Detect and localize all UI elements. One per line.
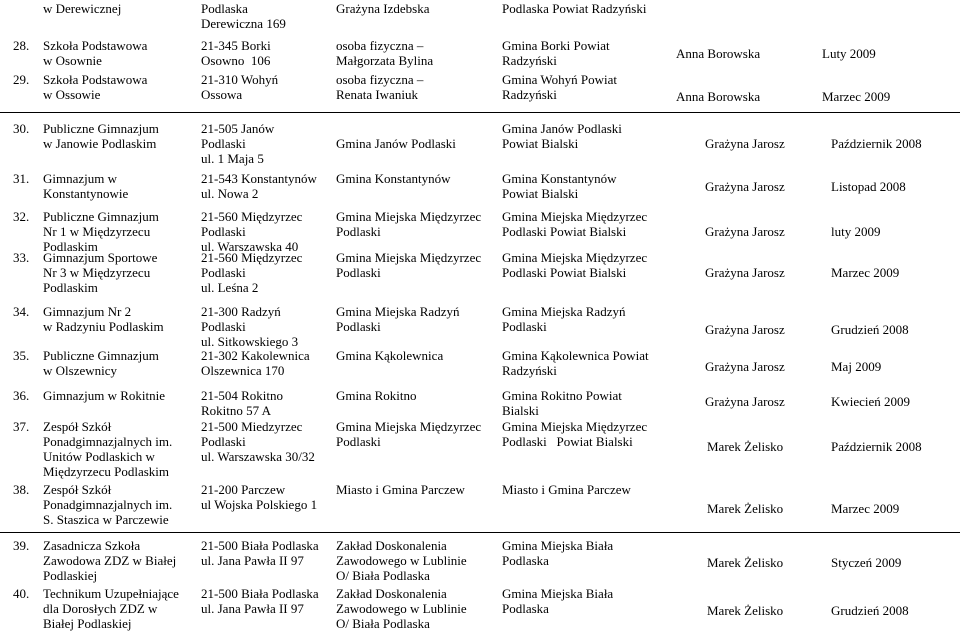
school-address: ul. Nowa 2 [201,186,259,201]
applicant-name: O/ Biała Podlaska [336,568,430,583]
gmina-name: Podlaski [502,319,547,334]
inspector-name: Marek Żelisko [707,501,784,516]
school-address: ul. Warszawska 40 [201,239,299,254]
inspector-name: Grażyna Jarosz [705,224,785,239]
applicant-name: Zawodowego w Lublinie [336,553,467,568]
applicant-name: Podlaski [336,265,381,280]
row-number: 37. [13,419,30,434]
school-address: 21-560 Międzyrzec [201,209,303,224]
gmina-name: Gmina Miejska Międzyrzec [502,250,648,265]
gmina-name: Podlaska [502,601,549,616]
gmina-name: Gmina Miejska Radzyń [502,304,626,319]
gmina-name: Powiat Bialski [502,136,579,151]
inspection-date: Październik 2008 [831,439,922,454]
school-address: Rokitno 57 A [201,403,272,418]
applicant-name: Zawodowego w Lublinie [336,601,467,616]
school-address: ul. Leśna 2 [201,280,259,295]
inspection-date: Listopad 2008 [831,179,906,194]
row-number: 30. [13,121,30,136]
school-address: Podlaski [201,136,246,151]
inspector-name: Anna Borowska [676,89,761,104]
applicant-name: Gmina Rokitno [336,388,417,403]
applicant-name: Gmina Konstantynów [336,171,451,186]
applicant-name: Gmina Kąkolewnica [336,348,444,363]
applicant-name: Renata Iwaniuk [336,87,418,102]
school-name: Zespół Szkół [43,482,112,497]
gmina-name: Gmina Wohyń Powiat [502,72,617,87]
gmina-name: Gmina Miejska Biała [502,538,614,553]
inspector-name: Grażyna Jarosz [705,265,785,280]
school-address: 21-200 Parczew [201,482,286,497]
inspection-date: Marzec 2009 [831,501,900,516]
school-address: Derewiczna 169 [201,16,286,31]
school-name: w Derewicznej [43,1,122,16]
applicant-name: Zakład Doskonalenia [336,586,447,601]
table-rule [0,112,960,113]
school-address: ul. Warszawska 30/32 [201,449,315,464]
school-name: Szkoła Podstawowa [43,38,148,53]
gmina-name: Podlaska Powiat Radzyński [502,1,647,16]
inspection-date: Październik 2008 [831,136,922,151]
inspector-name: Grażyna Jarosz [705,136,785,151]
gmina-name: Gmina Borki Powiat [502,38,610,53]
school-name: Zawodowa ZDZ w Białej [43,553,177,568]
school-name: Nr 1 w Międzyrzecu [43,224,151,239]
school-name: Publiczne Gimnazjum [43,209,159,224]
inspection-date: Kwiecień 2009 [831,394,911,409]
applicant-name: Małgorzata Bylina [336,53,434,68]
gmina-name: Podlaski Powiat Bialski [502,434,633,449]
gmina-name: Podlaska [502,553,549,568]
school-name: Podlaskim [43,239,98,254]
gmina-name: Miasto i Gmina Parczew [502,482,631,497]
gmina-name: Gmina Konstantynów [502,171,617,186]
school-name: Nr 3 w Międzyrzecu [43,265,151,280]
school-address: ul. Sitkowskiego 3 [201,334,299,349]
gmina-name: Bialski [502,403,539,418]
row-number: 39. [13,538,30,553]
school-name: Publiczne Gimnazjum [43,348,159,363]
school-address: 21-302 Kakolewnica [201,348,310,363]
applicant-name: Grażyna Izdebska [336,1,430,16]
school-address: 21-310 Wohyń [201,72,279,87]
inspection-date: Marzec 2009 [831,265,900,280]
inspection-date: Styczeń 2009 [831,555,902,570]
school-name: Gimnazjum Sportowe [43,250,158,265]
row-number: 40. [13,586,30,601]
gmina-name: Gmina Miejska Międzyrzec [502,209,648,224]
school-address: 21-500 Miedzyrzec [201,419,303,434]
school-address: ul Wojska Polskiego 1 [201,497,318,512]
inspection-date: Maj 2009 [831,359,882,374]
school-name: Zespół Szkół [43,419,112,434]
school-name: Szkoła Podstawowa [43,72,148,87]
row-number: 31. [13,171,30,186]
school-name: Technikum Uzupełniające [43,586,179,601]
applicant-name: Gmina Janów Podlaski [336,136,456,151]
school-address: 21-504 Rokitno [201,388,283,403]
applicant-name: Gmina Miejska Radzyń [336,304,460,319]
gmina-name: Gmina Miejska Międzyrzec [502,419,648,434]
applicant-name: Miasto i Gmina Parczew [336,482,465,497]
inspector-name: Marek Żelisko [707,603,784,618]
gmina-name: Powiat Bialski [502,186,579,201]
school-address: 21-500 Biała Podlaska [201,538,319,553]
row-number: 33. [13,250,30,265]
inspector-name: Grażyna Jarosz [705,394,785,409]
school-address: Podlaski [201,265,246,280]
row-number: 29. [13,72,30,87]
inspector-name: Grażyna Jarosz [705,322,785,337]
inspector-name: Grażyna Jarosz [705,179,785,194]
school-name: w Radzyniu Podlaskim [43,319,164,334]
row-number: 32. [13,209,30,224]
school-address: 21-505 Janów [201,121,275,136]
school-name: dla Dorosłych ZDZ w [43,601,158,616]
row-number: 35. [13,348,30,363]
school-name: Podlaskim [43,280,98,295]
school-address: ul. Jana Pawła II 97 [201,553,304,568]
school-name: Konstantynowie [43,186,129,201]
school-name: Międzyrzecu Podlaskim [43,464,169,479]
inspection-date: luty 2009 [831,224,881,239]
inspection-date: Grudzień 2008 [831,603,909,618]
table-rule [0,532,960,533]
school-name: Ponadgimnazjalnych im. [43,497,173,512]
school-name: w Ossowie [43,87,101,102]
school-name: Publiczne Gimnazjum [43,121,159,136]
school-name: Ponadgimnazjalnych im. [43,434,173,449]
school-address: Podlaski [201,224,246,239]
school-address: 21-543 Konstantynów [201,171,317,186]
school-name: Podlaskiej [43,568,98,583]
row-number: 28. [13,38,30,53]
gmina-name: Podlaski Powiat Bialski [502,265,627,280]
applicant-name: osoba fizyczna – [336,38,424,53]
school-name: Białej Podlaskiej [43,616,132,631]
row-number: 34. [13,304,30,319]
applicant-name: Zakład Doskonalenia [336,538,447,553]
gmina-name: Gmina Kąkolewnica Powiat [502,348,649,363]
school-name: w Janowie Podlaskim [43,136,157,151]
inspector-name: Grażyna Jarosz [705,359,785,374]
school-address: ul. Jana Pawła II 97 [201,601,304,616]
school-address: Podlaska [201,1,248,16]
school-address: 21-500 Biała Podlaska [201,586,319,601]
applicant-name: Gmina Miejska Międzyrzec [336,250,482,265]
school-address: Podlaski [201,434,246,449]
school-name: w Osownie [43,53,102,68]
gmina-name: Gmina Miejska Biała [502,586,614,601]
school-address: ul. 1 Maja 5 [201,151,264,166]
inspection-date: Luty 2009 [822,46,876,61]
school-address: Podlaski [201,319,246,334]
gmina-name: Podlaski Powiat Bialski [502,224,627,239]
inspector-name: Anna Borowska [676,46,761,61]
school-address: Ossowa [201,87,243,102]
applicant-name: Podlaski [336,224,381,239]
row-number: 36. [13,388,30,403]
school-address: Osowno 106 [201,53,271,68]
gmina-name: Gmina Rokitno Powiat [502,388,622,403]
school-address: Olszewnica 170 [201,363,285,378]
inspector-name: Marek Żelisko [707,555,784,570]
applicant-name: Gmina Miejska Międzyrzec [336,419,482,434]
gmina-name: Radzyński [502,53,557,68]
gmina-name: Radzyński [502,87,557,102]
school-name: w Olszewnicy [43,363,118,378]
school-address: 21-560 Międzyrzec [201,250,303,265]
school-name: Gimnazjum w Rokitnie [43,388,166,403]
applicant-name: O/ Biała Podlaska [336,616,430,631]
school-name: S. Staszica w Parczewie [43,512,169,527]
inspector-name: Marek Żelisko [707,439,784,454]
school-address: 21-345 Borki [201,38,271,53]
inspection-date: Grudzień 2008 [831,322,909,337]
row-number: 38. [13,482,30,497]
applicant-name: Podlaski [336,319,381,334]
school-name: Gimnazjum w [43,171,118,186]
school-name: Zasadnicza Szkoła [43,538,141,553]
inspection-date: Marzec 2009 [822,89,891,104]
gmina-name: Radzyński [502,363,557,378]
school-name: Unitów Podlaskich w [43,449,155,464]
applicant-name: osoba fizyczna – [336,72,424,87]
applicant-name: Gmina Miejska Międzyrzec [336,209,482,224]
school-name: Gimnazjum Nr 2 [43,304,132,319]
school-address: 21-300 Radzyń [201,304,281,319]
applicant-name: Podlaski [336,434,381,449]
gmina-name: Gmina Janów Podlaski [502,121,622,136]
